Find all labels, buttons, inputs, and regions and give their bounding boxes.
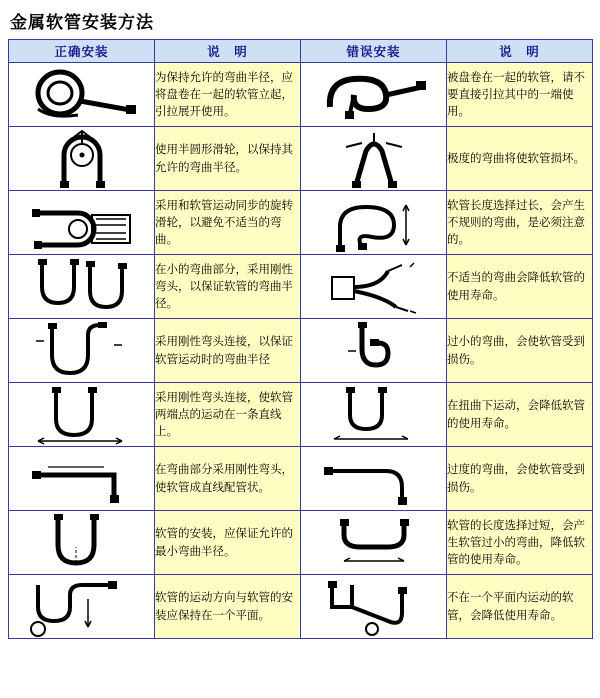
too-small-bend-wrong-icon	[310, 321, 438, 381]
over-bending-wrong-icon	[310, 449, 438, 509]
table-row	[9, 447, 593, 511]
figure-correct-coiled-hose	[9, 63, 155, 127]
header-correct-note: 说 明	[155, 40, 301, 63]
note-correct: 采用刚性弯头连接，以保证软管运动时的弯曲半径	[155, 319, 301, 383]
rigid-elbow-straight-line-correct-icon	[18, 385, 146, 445]
figure-correct-rigid-elbow-motion-radius	[9, 319, 155, 383]
note-correct: 在弯曲部分采用刚性弯头，使软管成直线配管状。	[155, 447, 301, 511]
figure-correct-rotating-sheave	[9, 191, 155, 255]
torsional-motion-wrong-icon	[310, 385, 438, 445]
note-wrong: 软管的长度选择过短，会产生软管过小的弯曲，降低软管的使用寿命。	[447, 511, 593, 575]
sharp-bend-wrong-icon	[310, 129, 438, 189]
figure-wrong-improper-bend	[301, 255, 447, 319]
table-row	[9, 63, 593, 127]
note-correct: 采用刚性弯头连接，使软管两端点的运动在一条直线上。	[155, 383, 301, 447]
note-correct: 软管的运动方向与软管的安装应保持在一个平面。	[155, 575, 301, 639]
figure-wrong-too-small-bend	[301, 319, 447, 383]
straight-piping-with-elbow-correct-icon	[18, 449, 146, 509]
excess-length-irregular-bend-wrong-icon	[310, 193, 438, 253]
table-row	[9, 511, 593, 575]
figure-wrong-sharp-bend	[301, 127, 447, 191]
note-correct: 使用半圆形滑轮，以保持其允许的弯曲半径。	[155, 127, 301, 191]
figure-wrong-coiled-hose	[301, 63, 447, 127]
figure-correct-rigid-elbow-small-bend	[9, 255, 155, 319]
figure-wrong-too-short-length	[301, 511, 447, 575]
table-header-row	[9, 40, 593, 63]
improper-bend-wrong-icon	[310, 257, 438, 317]
table-row	[9, 575, 593, 639]
note-correct: 软管的安装，应保证允许的最小弯曲半径。	[155, 511, 301, 575]
figure-correct-straight-line-motion	[9, 383, 155, 447]
min-bend-radius-install-correct-icon	[18, 513, 146, 573]
figure-correct-min-bend-radius	[9, 511, 155, 575]
table-row	[9, 127, 593, 191]
figure-correct-straight-piping	[9, 447, 155, 511]
note-wrong: 软管长度选择过长，会产生不规则的弯曲，是必须注意的。	[447, 191, 593, 255]
figure-wrong-out-of-plane-motion	[301, 575, 447, 639]
figure-wrong-torsional-motion	[301, 383, 447, 447]
note-correct: 为保持允许的弯曲半径，应将盘卷在一起的软管立起，引拉展开使用。	[155, 63, 301, 127]
table-row	[9, 319, 593, 383]
note-wrong: 被盘卷在一起的软管，请不要直接引拉其中的一端使用。	[447, 63, 593, 127]
semicircular-sheave-correct-icon	[18, 129, 146, 189]
note-correct: 在小的弯曲部分，采用刚性弯头，以保证软管的弯曲半径。	[155, 255, 301, 319]
rigid-elbow-motion-radius-correct-icon	[18, 321, 146, 381]
note-wrong: 极度的弯曲将使软管损坏。	[447, 127, 593, 191]
table-row	[9, 383, 593, 447]
note-wrong: 过小的弯曲，会使软管受到损伤。	[447, 319, 593, 383]
note-wrong: 在扭曲下运动，会降低软管的使用寿命。	[447, 383, 593, 447]
figure-wrong-excess-length	[301, 191, 447, 255]
figure-correct-same-plane-motion	[9, 575, 155, 639]
page-title: 金属软管安装方法	[10, 13, 154, 33]
header-correct-install: 正确安装	[9, 40, 155, 63]
note-correct: 采用和软管运动同步的旋转滑轮，以避免不适当的弯曲。	[155, 191, 301, 255]
note-wrong: 不适当的弯曲会降低软管的使用寿命。	[447, 255, 593, 319]
rigid-elbow-small-bend-correct-icon	[18, 257, 146, 317]
synchronized-rotating-sheave-correct-icon	[18, 193, 146, 253]
header-wrong-note: 说 明	[447, 40, 593, 63]
too-long-small-bend-wrong-icon	[310, 513, 438, 573]
figure-wrong-over-bending	[301, 447, 447, 511]
coiled-hose-pulled-wrong-icon	[310, 65, 438, 125]
hose-installation-table	[8, 39, 593, 639]
same-plane-motion-correct-icon	[18, 577, 146, 637]
out-of-plane-motion-wrong-icon	[310, 577, 438, 637]
table-row	[9, 191, 593, 255]
coiled-hose-flat-correct-icon	[18, 65, 146, 125]
header-wrong-install: 错误安装	[301, 40, 447, 63]
figure-correct-semicircular-sheave	[9, 127, 155, 191]
note-wrong: 过度的弯曲，会使软管受到损伤。	[447, 447, 593, 511]
table-row	[9, 255, 593, 319]
note-wrong: 不在一个平面内运动的软管，会降低使用寿命。	[447, 575, 593, 639]
